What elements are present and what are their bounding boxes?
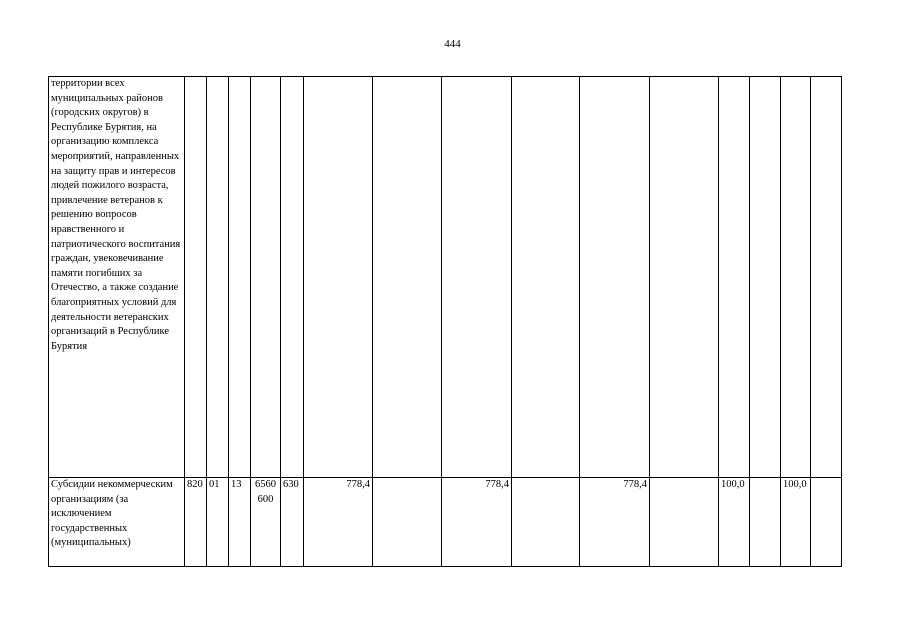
budget-table — [48, 76, 842, 567]
grbs-cell — [185, 77, 207, 478]
pr-cell: 13 — [229, 478, 251, 567]
percent-cell: 100,0 — [781, 478, 811, 567]
percent-cell: 100,0 — [719, 478, 750, 567]
vr-cell: 630 — [281, 478, 304, 567]
plan-cell: 778,4 — [304, 478, 373, 567]
csr-cell: 6560 600 — [251, 478, 281, 567]
percent-cell — [719, 77, 750, 478]
rz-cell: 01 — [207, 478, 229, 567]
empty-cell — [650, 77, 719, 478]
row-name-cell: территории всех муниципальных районов (городских округов) в Республике Бурятия, на организацию комплекса мероприятий, направленных на защиту прав и интересов людей пожилого возраста, привлечение ветеранов к решению вопросов нравственного и патриотического воспитания граждан, увековечивание памяти погибших за Отечество, а также создание благоприятных условий для деятельности ветеранских организаций в Республике Бурятия — [49, 77, 185, 478]
pr-cell — [229, 77, 251, 478]
row-name-cell: Субсидии некоммерческим организациям (за исключением государственных (муниципальных) — [49, 478, 185, 567]
table-row — [49, 77, 842, 478]
executed-cell — [580, 77, 650, 478]
empty-cell — [373, 77, 442, 478]
grbs-cell: 820 — [185, 478, 207, 567]
empty-cell — [811, 77, 842, 478]
empty-cell — [750, 77, 781, 478]
empty-cell — [750, 478, 781, 567]
csr-cell — [251, 77, 281, 478]
empty-cell — [512, 77, 580, 478]
empty-cell — [650, 478, 719, 567]
plan-cell — [304, 77, 373, 478]
empty-cell — [373, 478, 442, 567]
empty-cell — [512, 478, 580, 567]
vr-cell — [281, 77, 304, 478]
amended-cell — [442, 77, 512, 478]
executed-cell: 778,4 — [580, 478, 650, 567]
table-row — [49, 478, 842, 567]
empty-cell — [811, 478, 842, 567]
percent-cell — [781, 77, 811, 478]
page-number: 444 — [444, 38, 461, 50]
rz-cell — [207, 77, 229, 478]
amended-cell: 778,4 — [442, 478, 512, 567]
